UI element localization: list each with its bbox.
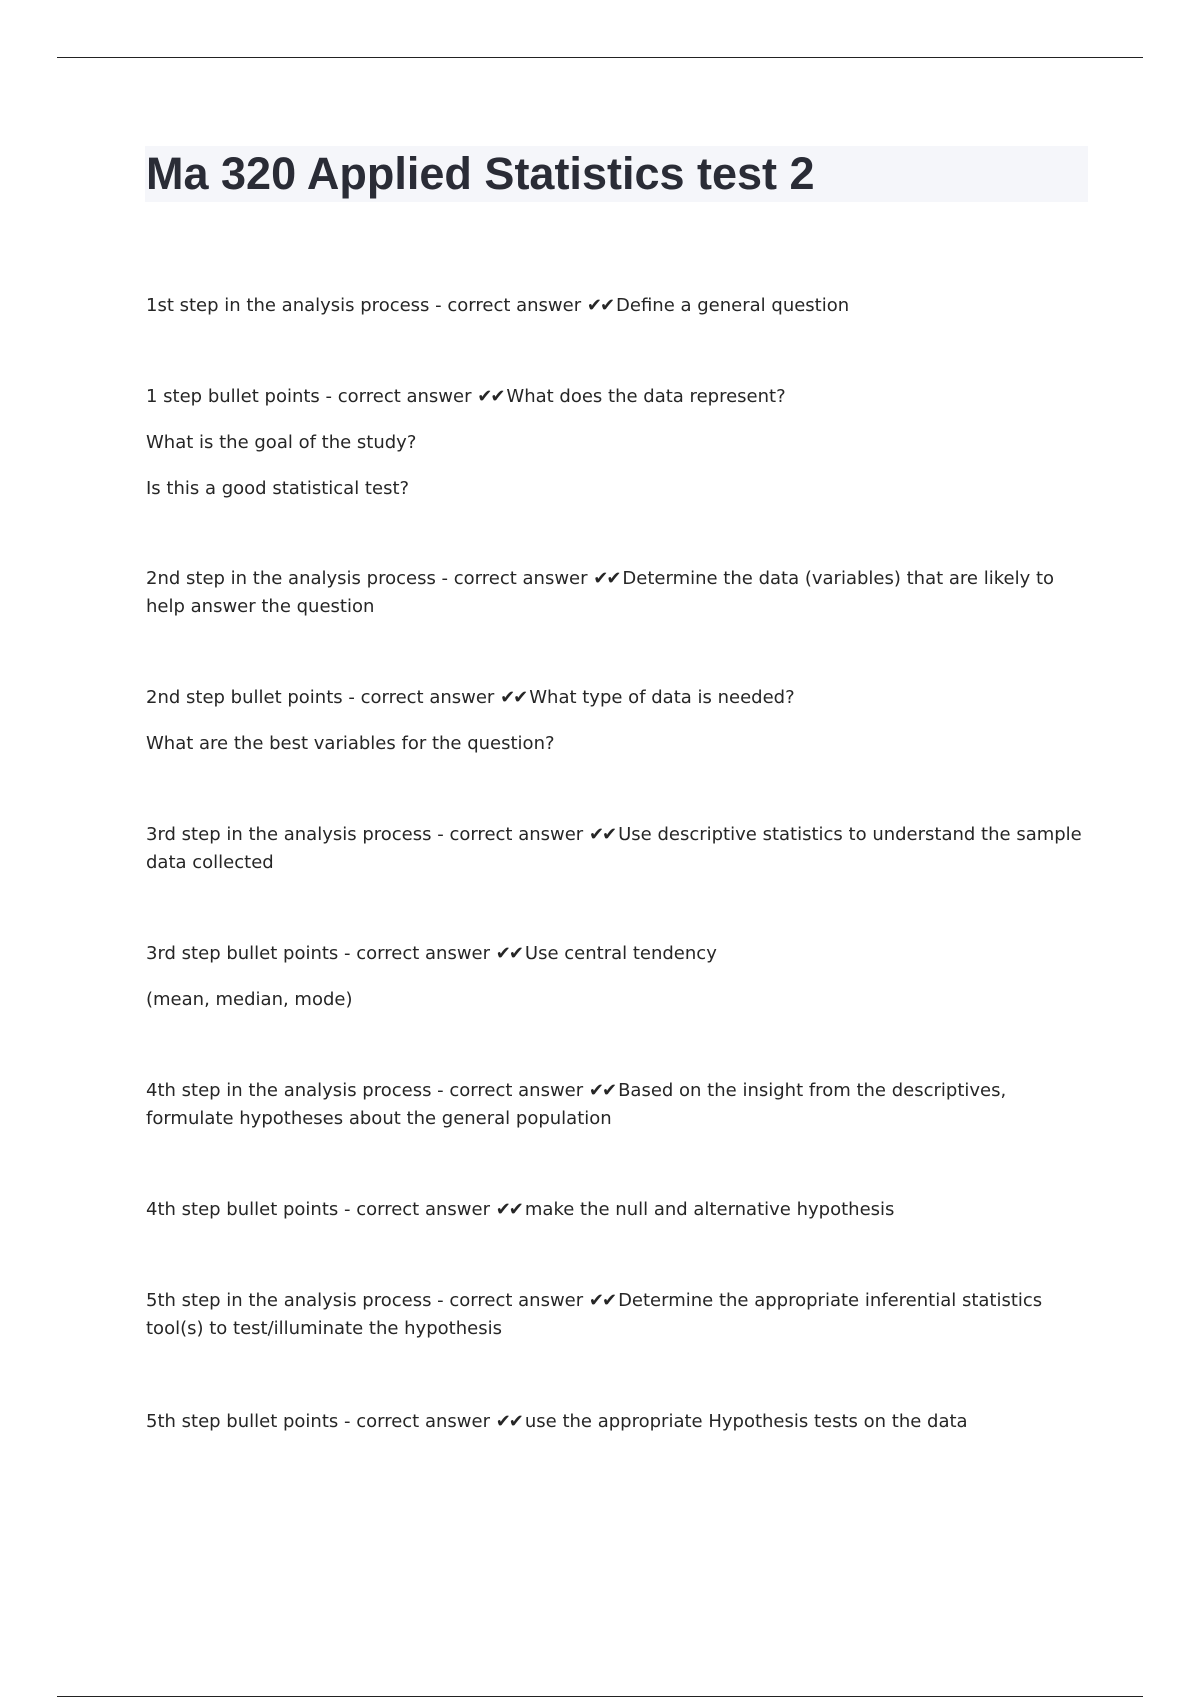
double-check-icon: ✔✔ <box>588 1290 616 1311</box>
double-check-icon: ✔✔ <box>588 824 616 845</box>
double-check-icon: ✔✔ <box>477 386 504 407</box>
qa-term: 5th step bullet points - correct answer <box>146 1411 496 1432</box>
qa-card-3 <box>146 565 1086 621</box>
double-check-icon: ✔✔ <box>495 943 522 964</box>
qa-line <box>146 292 1086 320</box>
qa-card-8 <box>146 1196 1086 1224</box>
qa-answer: What does the data represent? <box>506 386 786 407</box>
double-check-icon: ✔✔ <box>500 687 527 708</box>
qa-answer: Determine the data (variables) that are likely to help answer the question <box>146 568 1055 617</box>
qa-answer: make the null and alternative hypothesis <box>524 1199 895 1220</box>
qa-term: 5th step in the analysis process - correct answer <box>146 1290 589 1311</box>
qa-card-2 <box>146 383 1086 503</box>
qa-term: 2nd step bullet points - correct answer <box>146 687 501 708</box>
qa-card-6 <box>146 940 1086 1014</box>
double-check-icon: ✔✔ <box>495 1199 522 1220</box>
bottom-rule <box>57 1696 1143 1697</box>
qa-term: 4th step bullet points - correct answer <box>146 1199 496 1220</box>
qa-line <box>146 383 1086 411</box>
qa-term: 4th step in the analysis process - correct answer <box>146 1080 589 1101</box>
qa-line <box>146 940 1086 968</box>
qa-line <box>146 1077 1086 1133</box>
qa-term: 3rd step in the analysis process - correct answer <box>146 824 589 845</box>
qa-answer: Determine the appropriate inferential statistics tool(s) to test/illuminate the hypothesis <box>146 1290 1043 1339</box>
qa-line <box>146 1196 1086 1224</box>
qa-extra-line: What is the goal of the study? <box>146 432 417 453</box>
qa-term: 2nd step in the analysis process - correct answer <box>146 568 594 589</box>
qa-card-5 <box>146 821 1086 877</box>
qa-extra-line: (mean, median, mode) <box>146 989 353 1010</box>
qa-term: 1 step bullet points - correct answer <box>146 386 478 407</box>
top-rule <box>57 57 1143 58</box>
qa-term: 1st step in the analysis process - correct answer <box>146 295 587 316</box>
qa-line <box>146 565 1086 621</box>
qa-extra-line: Is this a good statistical test? <box>146 478 410 499</box>
qa-term: 3rd step bullet points - correct answer <box>146 943 496 964</box>
double-check-icon: ✔✔ <box>586 295 614 316</box>
qa-line <box>146 1287 1086 1343</box>
qa-answer: Define a general question <box>616 295 850 316</box>
qa-card-4 <box>146 684 1086 758</box>
double-check-icon: ✔✔ <box>593 568 620 589</box>
qa-card-1 <box>146 292 1086 320</box>
qa-answer: Use central tendency <box>524 943 717 964</box>
qa-answer: Based on the insight from the descriptives, formulate hypotheses about the general population <box>146 1080 1007 1129</box>
qa-line <box>146 821 1086 877</box>
qa-extra-line: What are the best variables for the question? <box>146 733 555 754</box>
qa-card-9 <box>146 1287 1086 1343</box>
qa-answer: Use descriptive statistics to understand the sample data collected <box>146 824 1082 873</box>
qa-line <box>146 684 1086 712</box>
qa-card-10 <box>146 1408 1086 1436</box>
qa-line <box>146 1408 1086 1436</box>
qa-answer: What type of data is needed? <box>529 687 795 708</box>
qa-card-7 <box>146 1077 1086 1133</box>
double-check-icon: ✔✔ <box>588 1080 616 1101</box>
double-check-icon: ✔✔ <box>495 1411 522 1432</box>
document-title: Ma 320 Applied Statistics test 2 <box>146 148 815 199</box>
qa-answer: use the appropriate Hypothesis tests on the data <box>524 1411 968 1432</box>
